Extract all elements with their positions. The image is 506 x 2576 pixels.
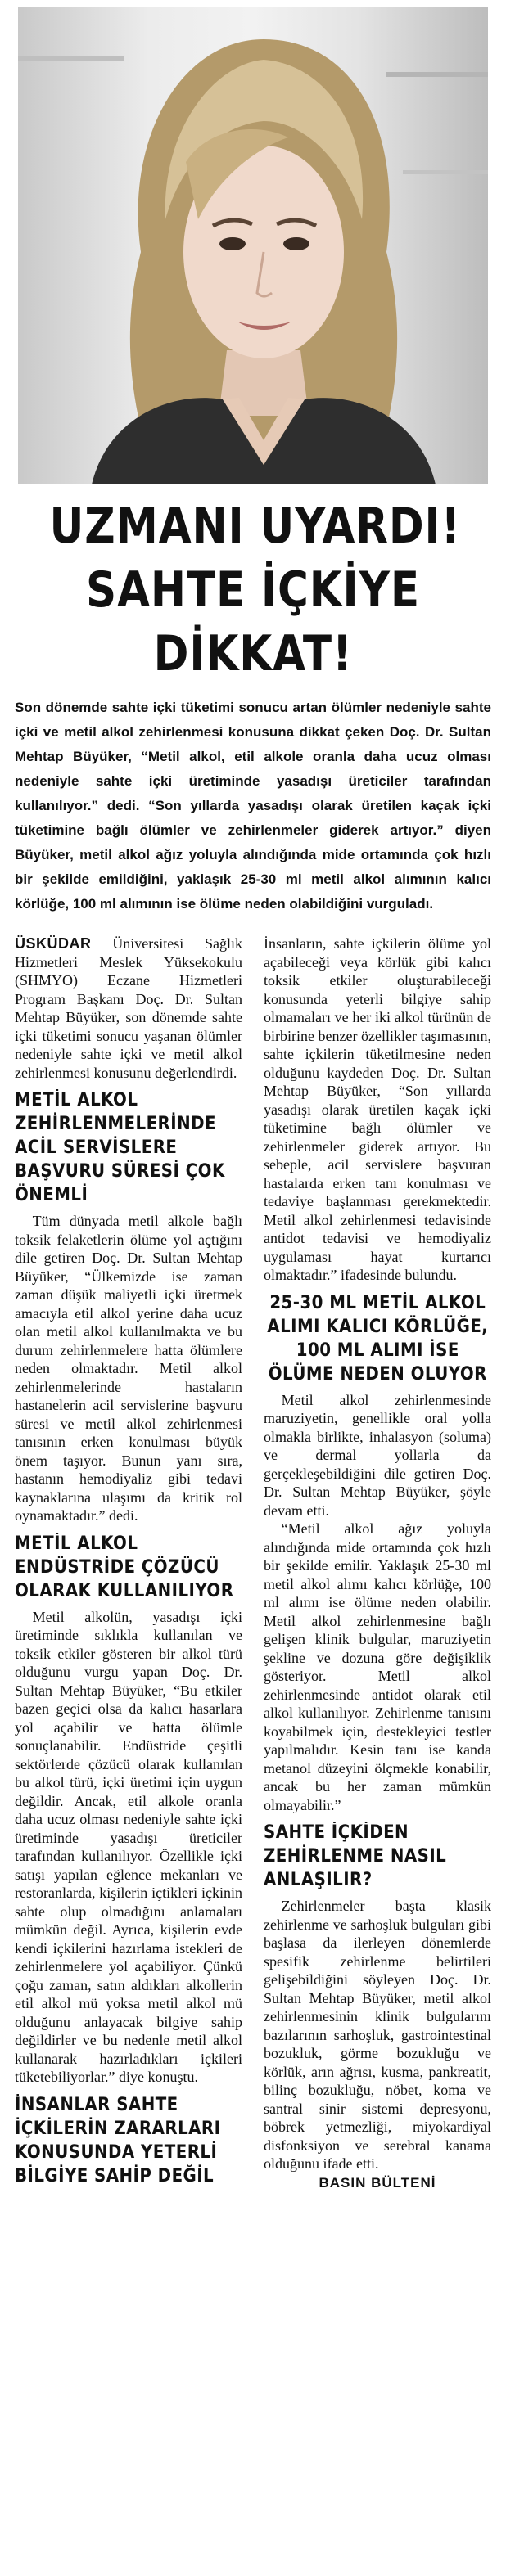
paragraph-exposure: Metil alkol zehirlenmesinde maruziyetin, genellikle oral yolla olmakla birlikte, inhalasyon (soluma) ve dermal yollarla da gerçekleşebildiğini dile getiren Doç. Dr. Sultan Mehtap Büyüker, şöyle devam etti. [264,1391,491,1519]
left-column [15,934,242,2193]
intro-paragraph [15,934,242,1082]
headline-line-1: UZMANI UYARDI! [49,498,462,555]
source-credit: BASIN BÜLTENİ [319,2174,436,2191]
paragraph-quote: “Metil alkol ağız yoluyla alındığında mide ortamında çok hızlı bir şekilde emilir. Yaklaşık 25-30 ml metil alkol alımı kalıcı körlüğe, 100 ml alımı ise ölüme neden olabilir. Metil alkol zehirlenmesine bağlı gelişen klinik bulgular, maruziyetin şekline ve dozuna göre değişiklik gösteriyor. Metil alkol zehirlenmesinde antidot olarak etil alkol kullanılıyor. Zehirlenme tanısını koyabilmek için, destekleyici testler yapılmalıdır. Kesin tanı ise kanda metanol düzeyini ölçmekle konabilir, ancak bu her zaman mümkün olmayabilir.” [264,1520,491,1813]
right-column [264,934,491,2191]
lead-paragraph: Son dönemde sahte içki tüketimi sonucu artan ölümler nedeniyle sahte içki ve metil alkol zehirlenmesi konusuna dikkat çeken Doç. Dr. Sultan Mehtap Büyüker, “Metil alkol, etil alkole oranla daha ucuz olması nedeniyle sahte içki üretiminde yasadışı üreticiler tarafından kullanılıyor.” dedi. “Son yıllarda yasadışı olarak üretilen kaçak içki tüketimine bağlı ölümler ve zehirlenmeler giderek artıyor.” diyen Büyüker, metil alkol ağız yoluyla alındığında mide ortamında çok hızlı bir şekilde emildiğini, yaklaşık 25-30 ml metil alkol alımının kalıcı körlüğe, 100 ml alımının ise ölüme neden olabildiğini vurguladı. [15,700,491,912]
paragraph-symptoms: Zehirlenmeler başta klasik zehirlenme ve sarhoşluk bulguları gibi başlasa da ilerleyen dönemlerde spesifik zehirlenme belirtileri gelişebildiğini söyleyen Doç. Dr. Sultan Mehtap Büyüker, metil alkol zehirlenmesinin klinik bulgularını bazılarının sarhoşluk, gastrointestinal bozukluk, görme bozukluğu ve körlük, arın ağrısı, kusma, pankreatit, bilinç bozukluğu, nöbet, koma ve santral sinir sistemi depresyonu, böbrek yetmezliği, miyokardiyal disfonksiyon ve serebral kanama olduğunu ifade etti. [264,1898,491,2172]
subheading-emergency: METİL ALKOL ZEHİRLENMELERİNDE ACİL SERVİSLERE BAŞVURU SÜRESİ ÇOK ÖNEMLİ [15,1090,225,1205]
subheading-dose: 25-30 ML METİL ALKOL ALIMI KALICI KÖRLÜĞE, 100 ML ALIMI İSE ÖLÜME NEDEN OLUYOR [267,1292,489,1385]
paragraph-emergency: Tüm dünyada metil alkole bağlı toksik felaketlerin ölüme yol açtığını dile getiren Doç. Dr. Sultan Mehtap Büyüker, “Ülkemizde ise zaman zaman düşük maliyetli içki üretmek amacıyla etil alkol yerine daha ucuz olan metil alkol kullanılmakta ve bu durum zehirlenmelere hatta ölümlere neden olmaktadır. Metil alkol zehirlenmelerinde hastaların hastanelerin acil servislerine başvuru süresi ve metil alkol zehirlenmesi tanısının erken konulması büyük önem taşıyor. Bunun yanı sıra, hastanın hemodiyaliz gibi tedavi kaynaklarına ulaşımı da kritik rol oynamaktadır.” dedi. [15,1213,242,1524]
dateline: ÜSKÜDAR [15,935,92,952]
portrait-illustration [18,7,488,484]
headline-line-2: SAHTE İÇKİYE [86,561,420,619]
portrait-photo [18,7,488,484]
paragraph-solvent: Metil alkolün, yasadışı içki üretiminde sıklıkla kullanılan ve toksik etkiler gösteren bir alkol türü olduğunu vurgu yapan Doç. Dr. Sultan Mehtap Büyüker, “Bu etkiler bazen geçici olsa da kalıcı hasarlara yol açabilir ve hatta ölümle sonuçlanabilir. Endüstride çeşitli sektörlerde çözücü olarak kullanılan bu alkol türü, içki üretimi için uygun değildir. Ancak, etil alkole oranla daha ucuz olması nedeniyle sahte içki üretiminde yasadışı üreticiler tarafından kullanılıyor. Özellikle içki satışı yapılan eğlence mekanları ve restoranlarda, kişilerin içtikleri içkinin sahte olup olmadığını anlamaları mümkün değil. Ayrıca, kişilerin evde kendi içkilerini hazırlama istekleri de zehirlenmelere yol açabiliyor. Çünkü çoğu zaman, satın aldıkları alkollerin etil alkol mü yoksa metil alkol mü olduğunu anlayacak bilgiye sahip değildirler ve bu nedenle metil alkol kullanarak hazırladıkları içkileri tüketebiliyorlar.” diye konuştu. [15,1608,242,2085]
subheading-symptoms: SAHTE İÇKİDEN ZEHİRLENME NASIL ANLAŞILIR? [264,1822,447,1890]
subheading-solvent: METİL ALKOL ENDÜSTRİDE ÇÖZÜCÜ OLARAK KULLANILIYOR [15,1533,234,1601]
intro-text: Üniversitesi Sağlık Hizmetleri Meslek Yüksekokulu (SHMYO) Eczane Hizmetleri Program Başkanı Doç. Dr. Sultan Mehtap Büyüker, son dönemde sahte içki tüketimi sonucu yaşanan ölümler nedeniyle sahte içki ve metil alkol zehirlenmesi konusunu değerlendirdi. [15,935,242,1081]
subheading-awareness: İNSANLAR SAHTE İÇKİLERİN ZARARLARI KONUSUNDA YETERLİ BİLGİYE SAHİP DEĞİL [15,2094,221,2186]
headline [49,494,462,686]
paragraph-awareness: İnsanların, sahte içkilerin ölüme yol açabileceği veya körlük gibi kalıcı toksik etkiler oluşturabileceği konusunda yeterli bilgiye sahip olmamaları ve her iki alkol türünün de birbirine benzer özellikler taşımasının, sahte içkilerin tüketilmesine neden olduğunu kaydeden Doç. Dr. Sultan Mehtap Büyüker, “Son yıllarda yasadışı olarak üretilen kaçak içki tüketimine bağlı ölümler ve zehirlenmeler giderek artıyor. Bu sebeple, acil servislere başvuran hastalarda erken tanı konulması ve tedaviye başlanması gerekmektedir. Metil alkol zehirlenmesi tedavisinde antidot tedavisi ve hemodiyaliz uygulaması hayat kurtarıcı olmaktadır.” ifadesinde bulundu. [264,935,491,1283]
headline-line-3: DİKKAT! [153,625,353,682]
